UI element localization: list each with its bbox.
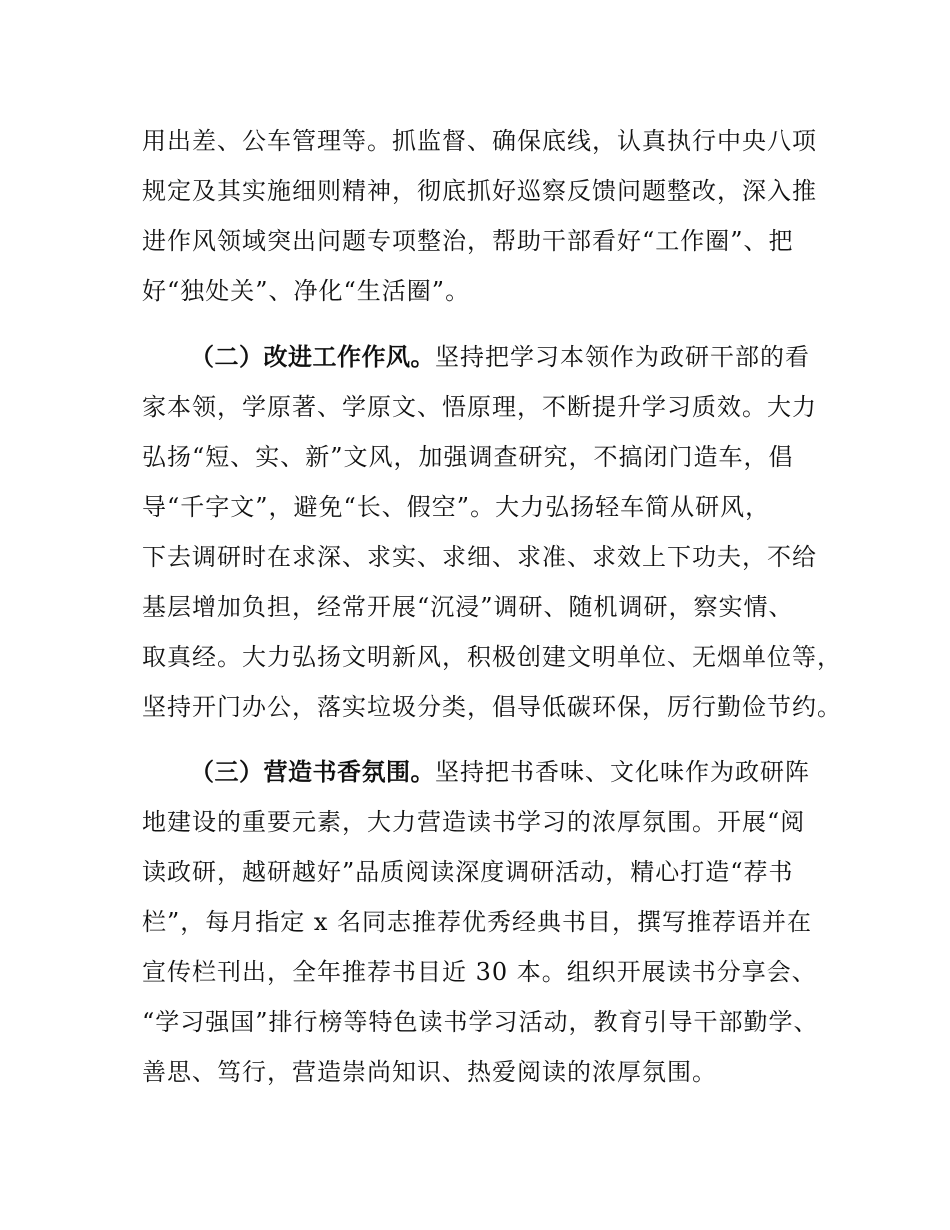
paragraph-line: 导“千字文”，避免“长、假空”。大力弘扬轻车简从研风， [142,493,771,521]
section-3-text: 坚持把书香味、文化味作为政研阵 [435,758,810,786]
section-2-heading: （二）改进工作作风。 [190,343,435,371]
paragraph-line: “学习强国”排行榜等特色读书学习活动，教育引导干部勤学、 [142,1008,819,1036]
paragraph-line: 规定及其实施细则精神，彻底抓好巡察反馈问题整改，深入推 [142,177,817,205]
paragraph-line: 善思、笃行，营造崇尚知识、热爱阅读的浓厚氛围。 [142,1058,717,1086]
paragraph-line: 读政研，越研越好”品质阅读深度调研活动，精心打造“荐书 [142,858,794,886]
section-3-first-line [190,757,880,787]
paragraph-line: 家本领，学原著、学原文、悟原理，不断提升学习质效。大力 [142,393,817,421]
paragraph-line: 地建设的重要元素，大力营造读书学习的浓厚氛围。开展“阅 [142,808,806,836]
section-2-text: 坚持把学习本领作为政研干部的看 [435,343,810,371]
paragraph-line: 用出差、公车管理等。抓监督、确保底线，认真执行中央八项 [142,127,817,155]
paragraph-line: 坚持开门办公，落实垃圾分类，倡导低碳环保，厉行勤俭节约。 [142,693,842,721]
paragraph-line: 下去调研时在求深、求实、求细、求准、求效上下功夫，不给 [142,543,817,571]
paragraph-line: 弘扬“短、实、新”文风，加强调查研究，不搞闭门造车，倡 [142,443,794,471]
paragraph-line: 基层增加负担，经常开展“沉浸”调研、随机调研，察实情、 [142,593,794,621]
section-3-heading: （三）营造书香氛围。 [190,758,435,786]
paragraph-line: 取真经。大力弘扬文明新风，积极创建文明单位、无烟单位等， [142,643,842,671]
paragraph-line: 宣传栏刊出，全年推荐书目近 30 本。组织开展读书分享会、 [142,958,817,986]
paragraph-line: 进作风领域突出问题专项整治，帮助干部看好“工作圈”、把 [142,227,794,255]
section-2-first-line [190,342,880,372]
paragraph-line: 栏”，每月指定 x 名同志推荐优秀经典书目，撰写推荐语并在 [142,908,813,936]
paragraph-line: 好“独处关”、净化“生活圈”。 [142,277,471,305]
